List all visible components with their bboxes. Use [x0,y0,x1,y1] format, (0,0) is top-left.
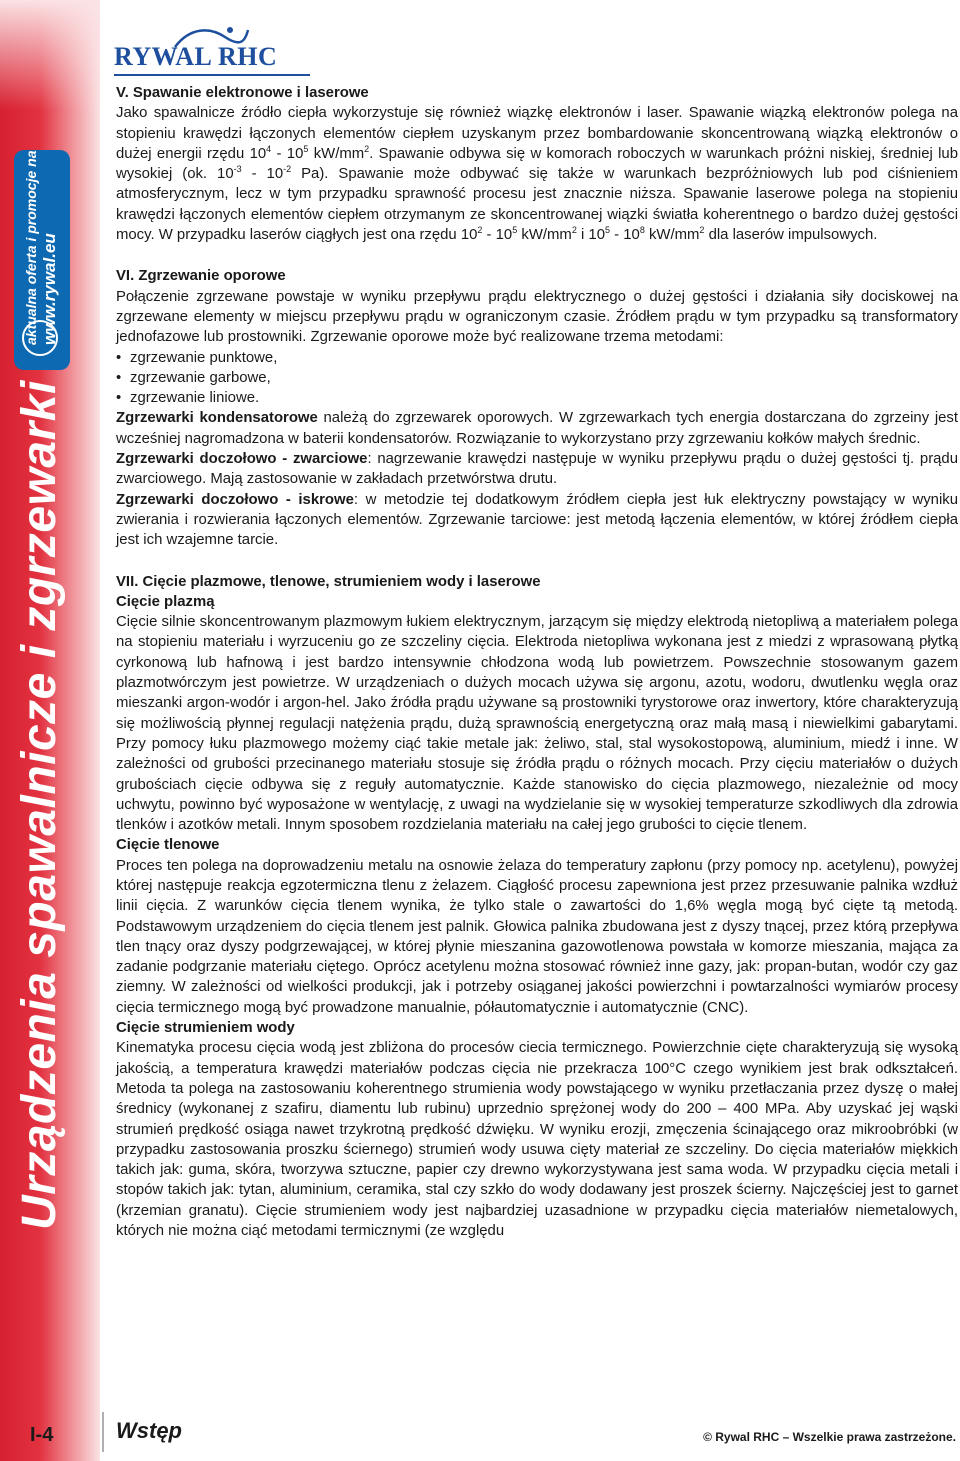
section-vertical-title: Urządzenia spawalnicze i zgrzewarki [13,380,66,1230]
sidebar-fade [0,0,100,110]
oxy-cutting-paragraph: Proces ten polega na doprowadzeniu metalu na osnowie żelaza do temperatury zapłonu (przy pomocy np. acetylenu), powyżej której następuje reakcja egzotermiczna tlenu z żelazem. Ciągłość procesu zapewniona jest przez przesuwanie palnika wzdłuż linii cięcia. Z warunków cięcia tlenem wynika, że tylko stale o zawartości do 1,6% węgla mogą być cięte tą metodą. Podstawowym urządzeniem do cięcia tlenem jest palnik. Głowica palnika zbudowana jest z dyszy tnącej, przez którą przepływa tlen tnący oraz dyszy podgrzewającej, w której płynie mieszanina gazowotlenowa powstała w komorze mieszania, mająca za zadanie podgrzanie materiału ciętego. Oprócz acetylenu można stosować również inne gazy, jak: propan-butan, wodór czy gaz ziemny. W zależności od wielkości produkcji, jak i potrzeby osiąganej jakości powierzchni i powtarzalności wymiarów procesy cięcia termicznego mogą być prowadzone manualnie, półautomatycznie i automatycznie (CNC). [116,857,958,1016]
logo [110,22,310,80]
logo-text: RYWAL RHC [114,42,278,71]
butt-short-welders-paragraph: Zgrzewarki doczołowo - zwarciowe: nagrzewanie krawędzi następuje w wyniku przepływu prądu o dużej gęstości tj. prądu zwarciowego. Mają zastosowanie w zakładach przetwórstwa drutu. [116,451,958,488]
butt-spark-welders-paragraph: Zgrzewarki doczołowo - iskrowe: w metodzie tej dodatkowym źródłem ciepła jest łuk elektryczny powstający w wyniku zwierania i rozwierania łączonych elementów. Zgrzewanie tarciowe: jest metodą łączenia elementów, w której źródłem ciepła jest ich wzajemne tarcie. [116,491,958,549]
section-6-paragraph: Połączenie zgrzewane powstaje w wyniku przepływu prądu elektrycznego o dużej gęstości i działania siły dociskowej na zgrzewane elementy w miejscu przepływu prądu w ograniczonym czasie. Źródłem prądu w tym przypadku są transformatory jednofazowe lub prostowniki. Zgrzewanie oporowe może być realizowane trzema metodami: [116,288,958,346]
list-item: • zgrzewanie punktowe, [116,348,958,368]
footer-divider [102,1412,104,1452]
plasma-cutting-paragraph: Cięcie silnie skoncentrowanym plazmowym łukiem elektrycznym, jarzącym się między elektrodą nietopliwą a materiałem polega na stopieniu materiału i wyrzuceniu go ze szczeliny cięcia. Elektroda nietopliwa wykonana jest z miedzi z wprasowaną płytką cyrkonową lub hafnową i jest bardzo intensywnie chłodzona wodą lub powietrzem. Powszechnie stosowanym gazem plazmotwórczym jest powietrze. W urządzeniach o dużych mocach używa się argonu, azotu, wodoru, dwutlenku węgla oraz mieszanki argon-wodór i argon-hel. Jako źródła prądu używane są prostowniki tyrystorowe oraz inwertory, które charakteryzują się możliwością płynnej regulacji natężenia prądu, dużą sprawnością energetyczną oraz małą masą i niewielkimi gabarytami. Przy pomocy łuku plazmowego możemy ciąć takie metale jak: żeliwo, stal, stal wysokostopową, aluminium, miedź i inne. W zależności od grubości przecinanego materiału stosuje się źródła prądu o różnych mocach. Przy cięciu materiałów o dużych grubościach cięcie odbywa się z reguły automatycznie. Każde stanowisko do cięcia plazmowego, niezależnie od mocy uchwytu, powinno być wyposażone w wentylację, z uwagi na wydzielanie się w wysokiej temperaturze szkodliwych dla zdrowia tlenków i azotków metali. Innym sposobem rozdzielania materiału na całej jego grubości to cięcie tlenem. [116,614,958,834]
promo-line1: aktualna oferta i promocje na [23,150,39,345]
promo-text[interactable] [22,151,60,346]
section-7-title: VII. Cięcie plazmowe, tlenowe, strumieniem wody i laserowe [116,573,541,590]
footer-copyright: © Rywal RHC – Wszelkie prawa zastrzeżone. [703,1430,956,1444]
waterjet-cutting-title: Cięcie strumieniem wody [116,1020,295,1037]
plasma-cutting-title: Cięcie plazmą [116,593,215,610]
section-5-paragraph: Jako spawalnicze źródło ciepła wykorzystuje się również wiązkę elektronów i laser. Spawanie wiązką elektronów polega na stopieniu krawędzi łączonych elementów ciepłem uzyskanym przez bombardowanie skoncentrowaną wiązką elektronów o dużej energii rzędu $10^4 - 10^5$ $kW/mm^2$. Spawanie odbywa się w komorach roboczych w warunkach próżni niskiej, średniej lub wysokiej (ok. $10^{-3} - 10^{-2}$ Pa). Spawanie może odbywać się także w warunkach bezpróżniowych lub pod ciśnieniem atmosferycznym, lecz w tym przypadku sprawność procesu jest znacznie niższa. Spawanie laserowe polega na stopieniu krawędzi łączonych elementów ciepłem otrzymanym ze skoncentrowanej wiązki światła koherentnego o bardzo dużej gęstości mocy. W przypadku laserów ciągłych jest ona rzędu $10^2 - 10^5$ $kW/mm^2$ i $10^5 - 10^8$ $kW/mm^2$ dla laserów impulsowych. [116,105,959,244]
list-item: • zgrzewanie liniowe. [116,388,958,408]
waterjet-cutting-paragraph: Kinematyka procesu cięcia wodą jest zbliżona do procesów ciecia termicznego. Powierzchnie cięte charakteryzują się wysoką jakością, a temperatura krawędzi materiałów podczas cięcia nie przekracza 100°C czego wynikiem jest brak odkształceń. Metoda ta polega na zastosowaniu koherentnego strumienia wody powstającego w wyniku przetłaczania przez dyszę o małej średnicy (wykonanej z szafiru, diamentu lub rubinu) uprzednio sprężonej wody do 200 – 400 MPa. Aby uzyskać jej wąski strumień prędkość osiąga nawet trzykrotną prędkość dźwięku. W wyniku erozji, zmęczenia ścinającego oraz mikroobróbki (w przypadku zastosowania proszku ściernego) strumień wody usuwa cięty materiał ze szczeliny. Do cięcia materiałów miękkich takich jak: guma, skóra, tworzywa sztuczne, papier czy drewno wykorzystywana jest sama woda. W przypadku cięcia metali i stopów takich jak: tytan, aluminium, ceramika, stal czy szkło do wody dodawany jest proszek ścierny. Najczęściej jest to garnet (krzemian granatu). Cięcie strumieniem wody jest najbardziej uzasadnione w przypadku cięcia materiałów niemetalowych, których nie można ciąć metodami termicznymi (ze względu [116,1040,958,1240]
list-item: • zgrzewanie garbowe, [116,368,958,388]
oxy-cutting-title: Cięcie tlenowe [116,837,220,854]
logo-underline [114,74,310,76]
promo-url[interactable]: www.rywal.eu [40,233,59,345]
article-body [116,83,958,1241]
footer-section-label: Wstęp [116,1418,182,1443]
capacitor-welders-paragraph: Zgrzewarki kondensatorowe należą do zgrzewarek oporowych. W zgrzewarkach tych energia dostarczana do zgrzeiny jest wcześniej nagromadzona w baterii kondensatorów. Rozwiązanie to wykorzystano przy zgrzewaniu kołków małych średnic. [116,410,959,447]
section-6-title: VI. Zgrzewanie oporowe [116,268,286,285]
section-5-title: V. Spawanie elektronowe i laserowe [116,85,369,101]
page-number: I-4 [30,1424,54,1446]
method-list [116,348,958,409]
